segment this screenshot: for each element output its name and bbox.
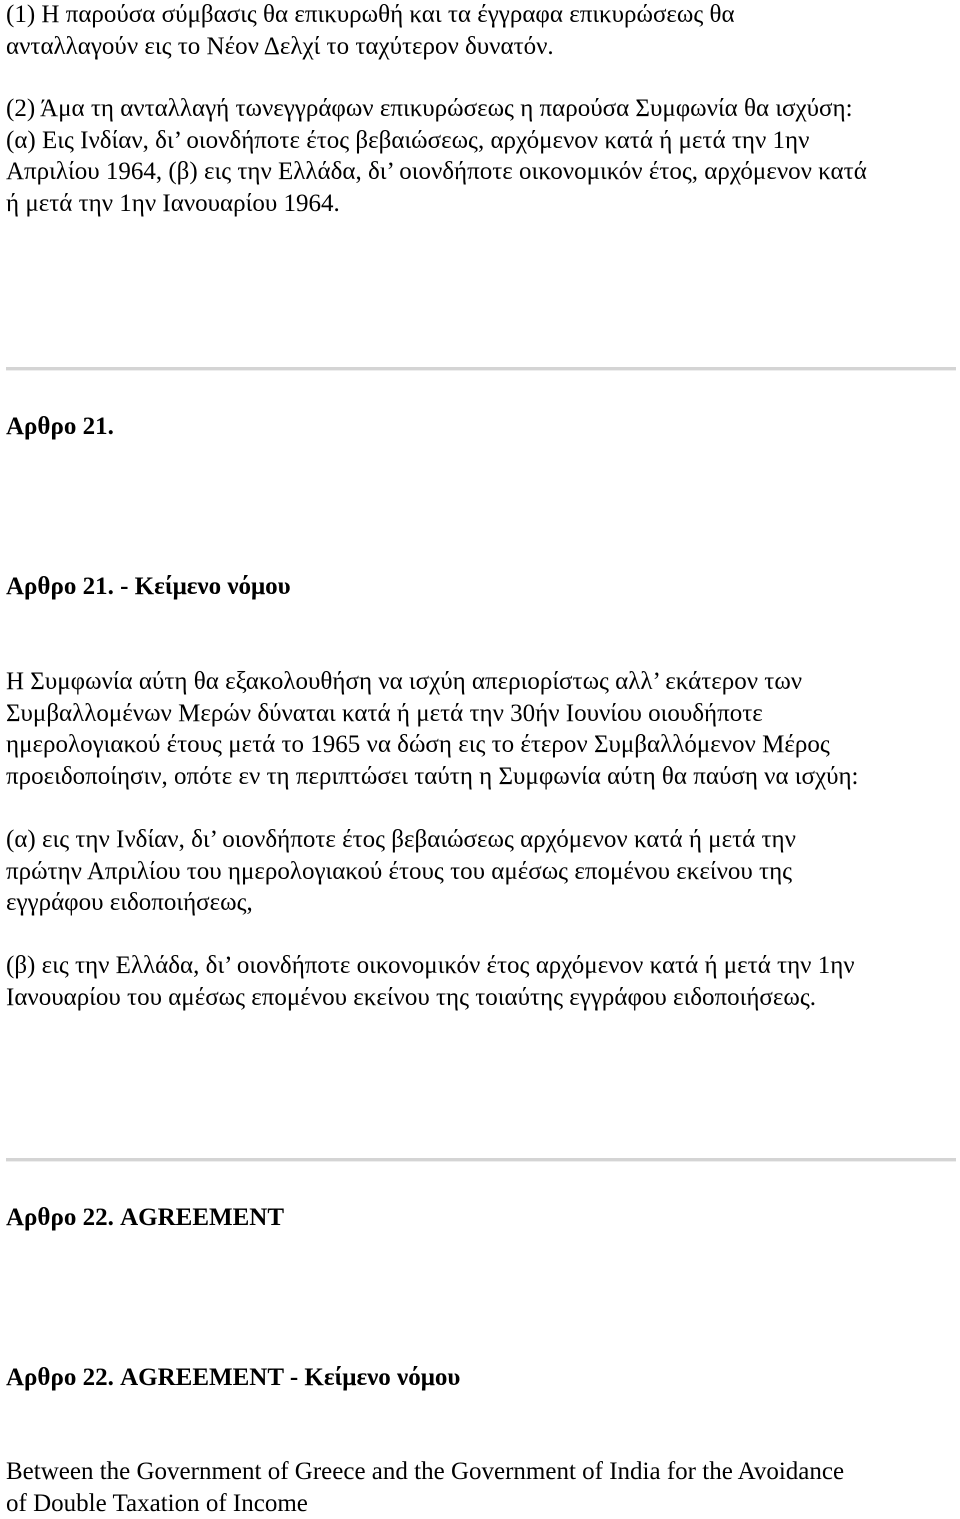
text-line: πρώτην Απριλίου του ημερολογιακού έτους του αμέσως επομένου εκείνου της <box>6 856 796 888</box>
text-line: ή μετά την 1ην Ιανουαρίου 1964. <box>6 188 867 220</box>
text-line: (β) εις την Ελλάδα, δι’ οιονδήποτε οικονομικόν έτος αρχόμενον κατά ή μετά την 1ην <box>6 950 855 982</box>
text-line: Απριλίου 1964, (β) εις την Ελλάδα, δι’ οιονδήποτε οικονομικόν έτος, αρχόμενον κατά <box>6 156 867 188</box>
text-line: Ιανουαρίου του αμέσως επομένου εκείνου της τοιαύτης εγγράφου ειδοποιήσεως. <box>6 982 855 1014</box>
article-21-paragraph-3 <box>6 950 855 1013</box>
text-line: εγγράφου ειδοποιήσεως, <box>6 887 796 919</box>
article-21-subheading: Αρθρο 21. - Κείμενο νόμου <box>6 571 291 603</box>
text-line: (α) εις την Ινδίαν, δι’ οιονδήποτε έτος βεβαιώσεως αρχόμενον κατά ή μετά την <box>6 824 796 856</box>
article-21-heading: Αρθρο 21. <box>6 411 114 443</box>
text-line: (1) Η παρούσα σύμβασις θα επικυρωθή και τα έγγραφα επικυρώσεως θα <box>6 0 735 31</box>
text-line: ημερολογιακού έτους μετά το 1965 να δώση εις το έτερον Συμβαλλόμενον Μέρος <box>6 729 859 761</box>
text-line: Συμβαλλομένων Μερών δύναται κατά ή μετά την 30ήν Ιουνίου οιουδήποτε <box>6 698 859 730</box>
intro-paragraph-2 <box>6 93 867 219</box>
text-line: (α) Εις Ινδίαν, δι’ οιονδήποτε έτος βεβαιώσεως, αρχόμενον κατά ή μετά την 1ην <box>6 125 867 157</box>
section-divider <box>6 367 956 371</box>
text-line: Η Συμφωνία αύτη θα εξακολουθήση να ισχύη απεριορίστως αλλ’ εκάτερον των <box>6 666 859 698</box>
article-21-paragraph-1 <box>6 666 859 792</box>
section-divider <box>6 1158 956 1162</box>
text-line: ανταλλαγούν εις το Νέον Δελχί το ταχύτερον δυνατόν. <box>6 31 735 63</box>
intro-paragraph-1 <box>6 0 735 62</box>
text-line: (2) Άμα τη ανταλλαγή τωνεγγράφων επικυρώσεως η παρούσα Συμφωνία θα ισχύση: <box>6 93 867 125</box>
article-22-paragraph-1 <box>6 1456 844 1519</box>
text-line: of Double Taxation of Income <box>6 1488 844 1519</box>
article-22-subheading: Αρθρο 22. AGREEMENT - Κείμενο νόμου <box>6 1362 460 1394</box>
text-line: Between the Government of Greece and the Government of India for the Avoidance <box>6 1456 844 1488</box>
article-22-heading: Αρθρο 22. AGREEMENT <box>6 1202 284 1234</box>
text-line: προειδοποίησιν, οπότε εν τη περιπτώσει ταύτη η Συμφωνία αύτη θα παύση να ισχύη: <box>6 761 859 793</box>
article-21-paragraph-2 <box>6 824 796 919</box>
